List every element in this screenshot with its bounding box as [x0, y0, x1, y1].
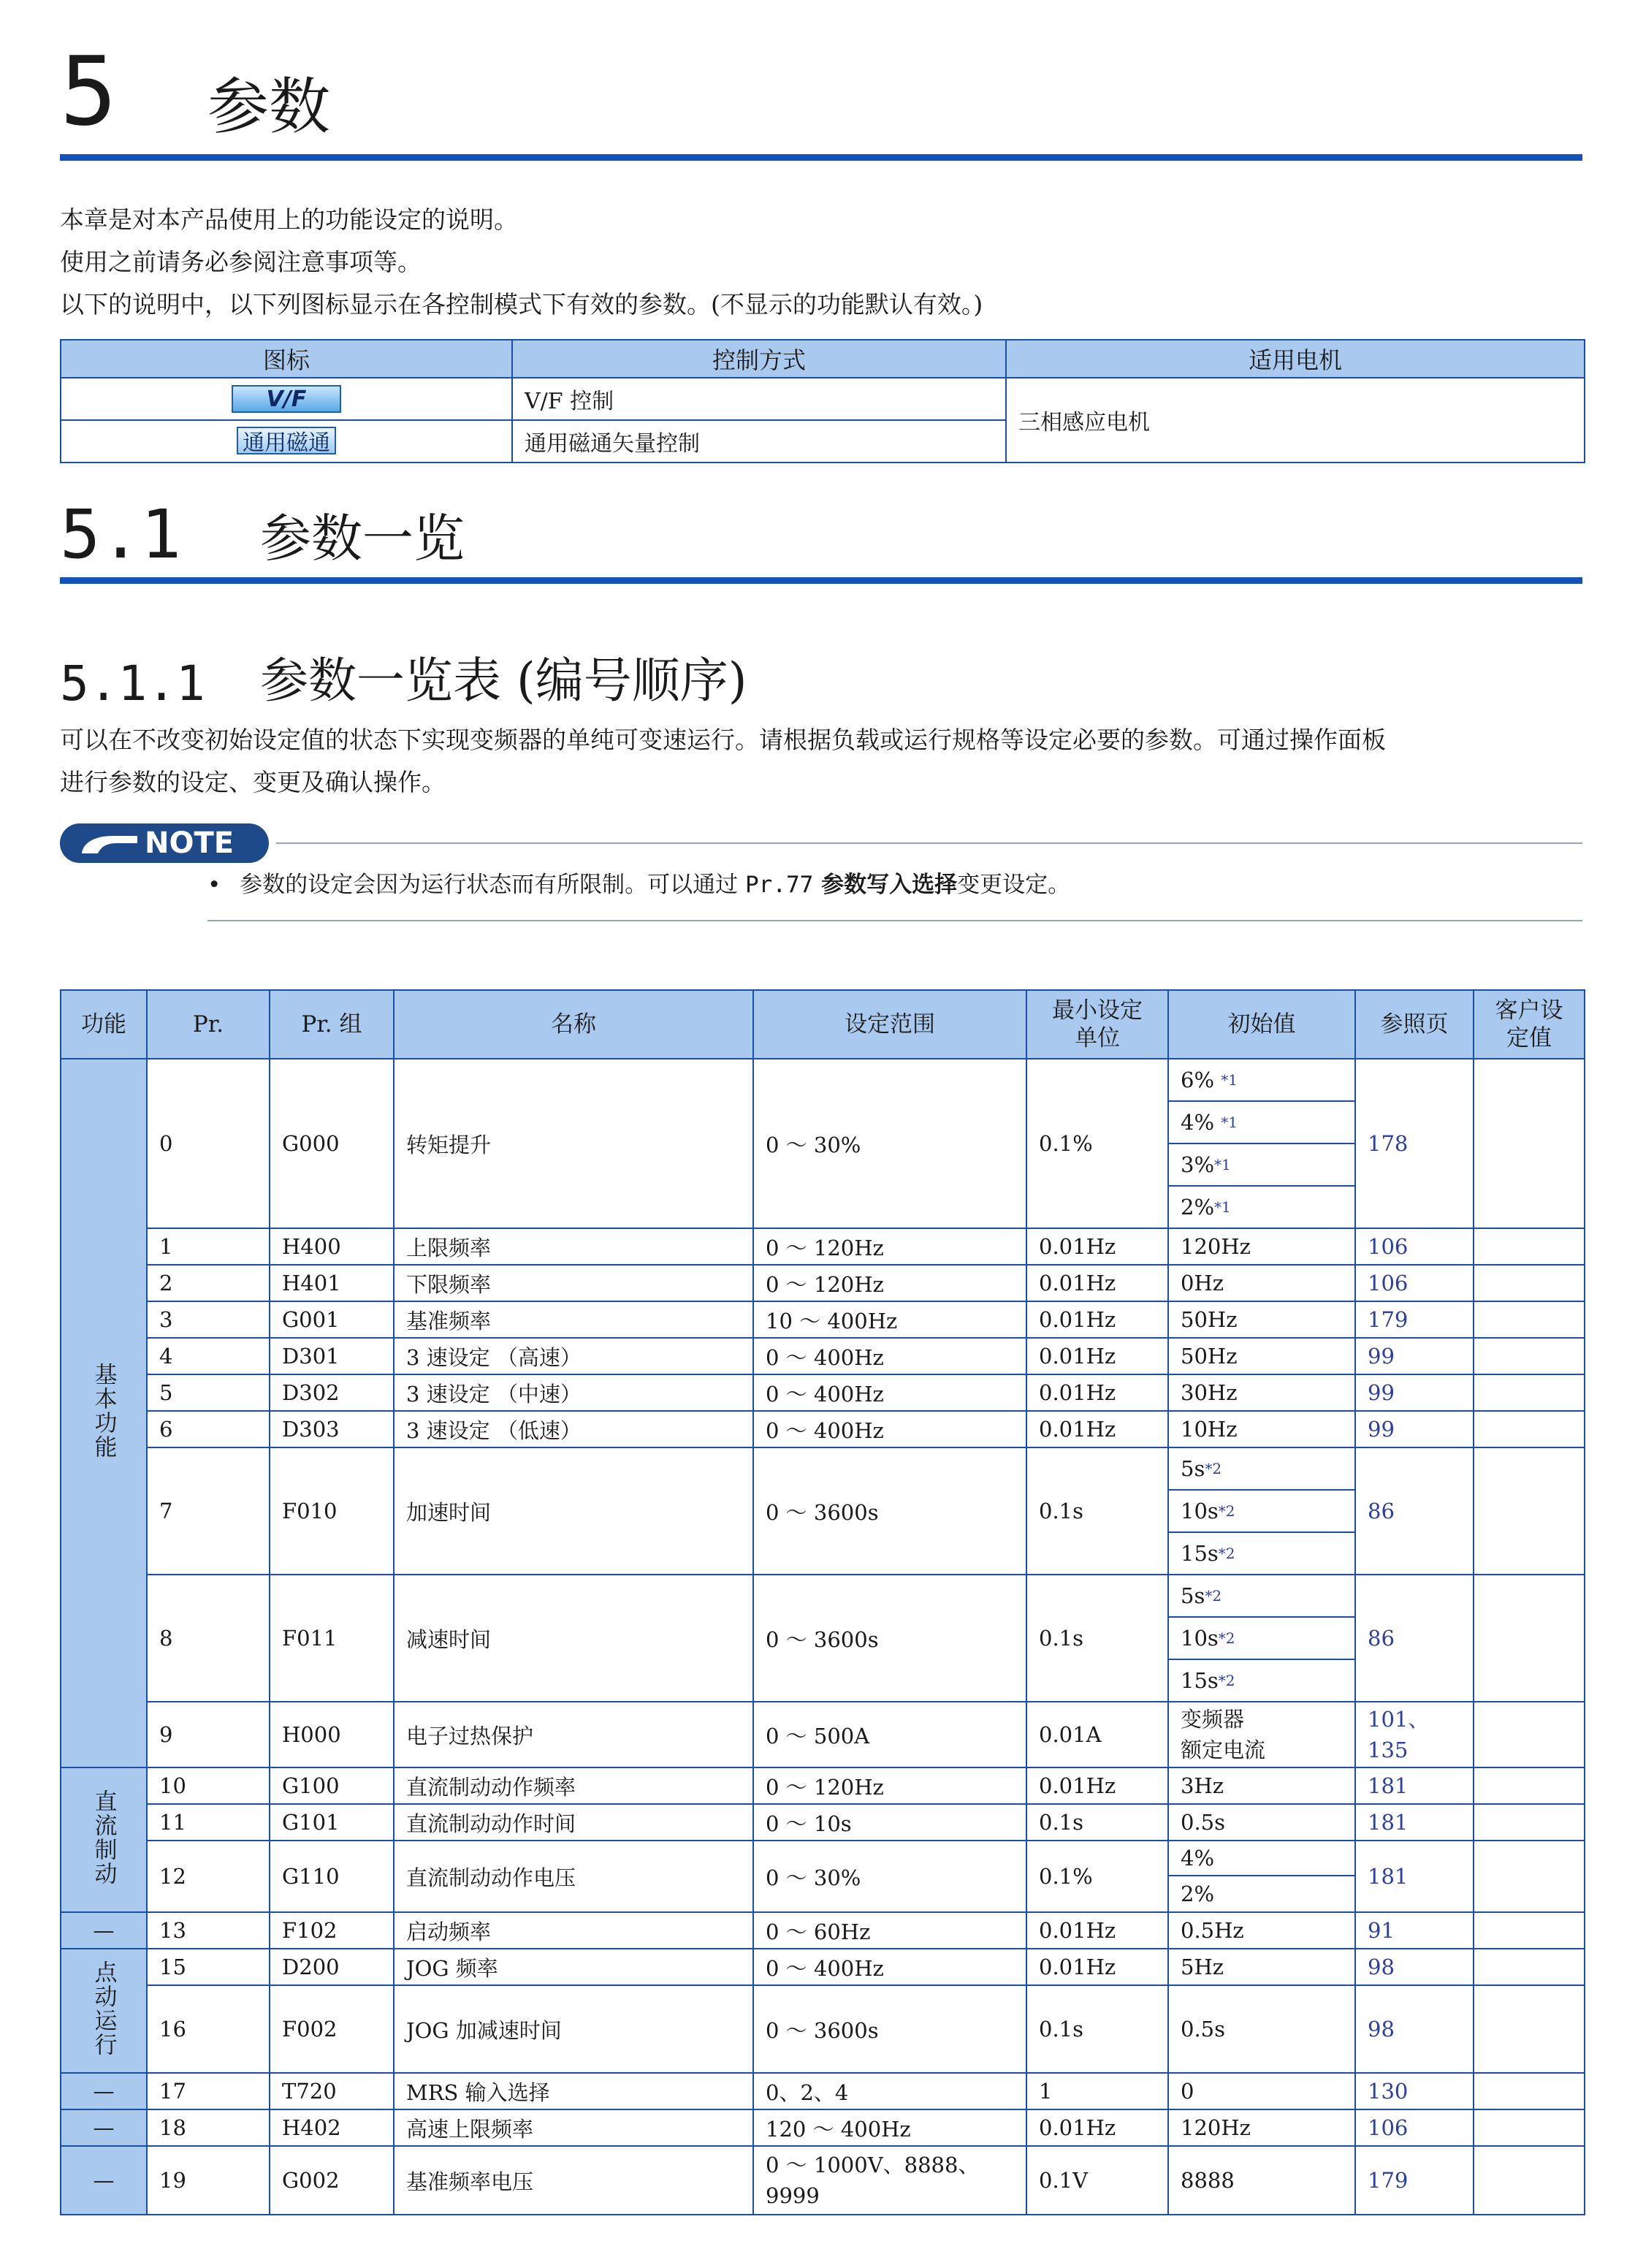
th-customer: 客户设 定值: [1474, 990, 1585, 1059]
table-row: [61, 1702, 1585, 1767]
table-cell: 16: [147, 1985, 270, 2073]
table-row: [61, 2146, 1585, 2215]
th-min-unit: 最小设定 单位: [1026, 990, 1168, 1059]
table-row: [61, 2109, 1585, 2146]
table-cell: 0.1%: [1026, 1841, 1168, 1912]
section-title: 参数一览: [260, 509, 465, 568]
table-row: [61, 2073, 1585, 2109]
table-cell: 上限频率: [394, 1228, 753, 1265]
note-badge: [60, 823, 269, 863]
table-cell: 0.1%: [1026, 1059, 1168, 1228]
table-cell: [1474, 1447, 1585, 1575]
table-cell: 12: [147, 1841, 270, 1912]
table-cell: 0 ～ 60Hz: [753, 1912, 1026, 1949]
ref-link[interactable]: 86: [1355, 1447, 1474, 1575]
table-cell: G100: [270, 1767, 394, 1804]
th-pr-group: Pr. 组: [270, 990, 394, 1059]
table-cell: 0.5Hz: [1168, 1912, 1355, 1949]
table-cell: 15: [147, 1949, 270, 1985]
ref-link[interactable]: 106: [1355, 1265, 1474, 1301]
table-cell: [1474, 1228, 1585, 1265]
th-ref-page: 参照页: [1355, 990, 1474, 1059]
table-cell: 0 ～ 120Hz: [753, 1265, 1026, 1301]
subsection-number: 5.1.1: [60, 655, 205, 712]
table-cell: 6: [147, 1411, 270, 1447]
table-cell: 0.01Hz: [1026, 1301, 1168, 1338]
table-cell: 30Hz: [1168, 1374, 1355, 1411]
table-cell: H401: [270, 1265, 394, 1301]
table-cell: 0.1s: [1026, 1447, 1168, 1575]
table-cell: 1: [147, 1228, 270, 1265]
group-dash: —: [61, 2073, 147, 2109]
table-cell: 0.01Hz: [1026, 1912, 1168, 1949]
ref-link[interactable]: 99: [1355, 1411, 1474, 1447]
table-cell: 3 速设定 （高速）: [394, 1338, 753, 1374]
table-cell: 加速时间: [394, 1447, 753, 1575]
table-cell: 直流制动动作时间: [394, 1804, 753, 1841]
ref-link[interactable]: 99: [1355, 1338, 1474, 1374]
table-cell: 120Hz: [1168, 1228, 1355, 1265]
ref-link[interactable]: 181: [1355, 1841, 1474, 1912]
chapter-title: 参数: [207, 71, 331, 142]
table-row: [61, 1912, 1585, 1949]
table-cell: 3Hz: [1168, 1767, 1355, 1804]
table-cell: D302: [270, 1374, 394, 1411]
table-row: [61, 1949, 1585, 1985]
table-row: [61, 1265, 1585, 1301]
table-cell: 3: [147, 1301, 270, 1338]
table-cell: G000: [270, 1059, 394, 1228]
table-cell: 0.01Hz: [1026, 1411, 1168, 1447]
table-cell: 9: [147, 1702, 270, 1767]
table-cell: 10 ～ 400Hz: [753, 1301, 1026, 1338]
th-range: 设定范围: [753, 990, 1026, 1059]
note-bottom-rule: [207, 920, 1582, 921]
table-cell: D301: [270, 1338, 394, 1374]
intro-line-2: 使用之前请务必参阅注意事项等。: [60, 248, 422, 276]
table-cell: 7: [147, 1447, 270, 1575]
table-cell: [1474, 1841, 1585, 1912]
table-cell: [1474, 2146, 1585, 2215]
table-cell: 120Hz: [1168, 2109, 1355, 2146]
table-cell: 减速时间: [394, 1575, 753, 1702]
table-row: [61, 1059, 1585, 1228]
table-cell: H400: [270, 1228, 394, 1265]
table-cell: [1474, 1985, 1585, 2073]
table-cell: 10Hz: [1168, 1411, 1355, 1447]
initial-multi: 5s *2 10s *2 15s *2: [1168, 1575, 1355, 1702]
section-number: 5.1: [60, 495, 182, 574]
table-cell: [1474, 1912, 1585, 1949]
chapter-rule: [60, 154, 1582, 161]
table-cell: 3 速设定 （低速）: [394, 1411, 753, 1447]
sub-intro-line-2: 进行参数的设定、变更及确认操作。: [60, 768, 446, 796]
motor-type: 三相感应电机: [1006, 378, 1585, 463]
table-cell: H000: [270, 1702, 394, 1767]
table-row: [61, 1338, 1585, 1374]
table-cell: 0 ～ 400Hz: [753, 1338, 1026, 1374]
table-cell: 0.1s: [1026, 1575, 1168, 1702]
header-method: 控制方式: [512, 340, 1006, 378]
group-jog: 点动运行: [61, 1949, 147, 2073]
table-cell: 5Hz: [1168, 1949, 1355, 1985]
table-cell: 0 ～ 400Hz: [753, 1949, 1026, 1985]
group-dash: —: [61, 1912, 147, 1949]
table-row: [61, 1411, 1585, 1447]
table-cell: 17: [147, 2073, 270, 2109]
ref-link[interactable]: 98: [1355, 1985, 1474, 2073]
note-label: NOTE: [145, 826, 235, 860]
table-cell: 基准频率: [394, 1301, 753, 1338]
table-cell: 0: [1168, 2073, 1355, 2109]
table-cell: 0 ～ 400Hz: [753, 1374, 1026, 1411]
section-rule: [60, 577, 1582, 584]
table-cell: 8888: [1168, 2146, 1355, 2215]
table-row: [61, 1228, 1585, 1265]
initial-multi: 5s *2 10s *2 15s *2: [1168, 1447, 1355, 1575]
method-vf: V/F 控制: [512, 378, 1006, 420]
table-cell: 0 ～ 10s: [753, 1804, 1026, 1841]
table-cell: [1474, 1949, 1585, 1985]
ref-link[interactable]: 86: [1355, 1575, 1474, 1702]
table-cell: 11: [147, 1804, 270, 1841]
table-cell: 18: [147, 2109, 270, 2146]
sub-intro-line-1: 可以在不改变初始设定值的状态下实现变频器的单纯可变速运行。请根据负载或运行规格等设定必要的参数。可通过操作面板: [60, 726, 1386, 754]
table-cell: 0.01Hz: [1026, 1338, 1168, 1374]
table-cell: D303: [270, 1411, 394, 1447]
table-cell: 4: [147, 1338, 270, 1374]
table-row: [61, 1447, 1585, 1575]
table-row: [61, 1767, 1585, 1804]
parameter-table: [60, 989, 1585, 2215]
table-cell: JOG 加减速时间: [394, 1985, 753, 2073]
table-cell: F011: [270, 1575, 394, 1702]
table-row: [61, 1804, 1585, 1841]
th-function: 功能: [61, 990, 147, 1059]
table-cell: 0.1V: [1026, 2146, 1168, 2215]
ref-link[interactable]: 179: [1355, 1301, 1474, 1338]
ref-link[interactable]: 181: [1355, 1804, 1474, 1841]
table-cell: H402: [270, 2109, 394, 2146]
ref-link[interactable]: 179: [1355, 2146, 1474, 2215]
table-cell: 高速上限频率: [394, 2109, 753, 2146]
table-cell: 0.01Hz: [1026, 1374, 1168, 1411]
table-cell: G001: [270, 1301, 394, 1338]
table-row: [61, 1301, 1585, 1338]
ref-link[interactable]: 181: [1355, 1767, 1474, 1804]
table-header-row: [61, 990, 1585, 1059]
table-row: [61, 1374, 1585, 1411]
ref-link[interactable]: 99: [1355, 1374, 1474, 1411]
intro-line-1: 本章是对本产品使用上的功能设定的说明。: [60, 205, 518, 234]
table-cell: 8: [147, 1575, 270, 1702]
note-bold-name: 参数写入选择: [813, 872, 958, 898]
table-cell: F010: [270, 1447, 394, 1575]
table-cell: G110: [270, 1841, 394, 1912]
note-bullet: •: [207, 872, 221, 898]
table-cell: [1474, 1265, 1585, 1301]
th-pr: Pr.: [147, 990, 270, 1059]
table-cell: 0 ～ 500A: [753, 1702, 1026, 1767]
note-pr-ref: Pr.77: [745, 872, 814, 898]
table-cell: 0 ～ 400Hz: [753, 1411, 1026, 1447]
group-dc-brake: 直流制动: [61, 1767, 147, 1912]
table-cell: D200: [270, 1949, 394, 1985]
table-cell: 0 ～ 30%: [753, 1059, 1026, 1228]
table-cell: [1474, 1301, 1585, 1338]
table-row: [61, 1841, 1585, 1912]
table-cell: 0.01Hz: [1026, 1265, 1168, 1301]
ref-link[interactable]: 178: [1355, 1059, 1474, 1228]
table-cell: 0.5s: [1168, 1985, 1355, 2073]
table-cell: 0.01A: [1026, 1702, 1168, 1767]
table-cell: 19: [147, 2146, 270, 2215]
table-cell: JOG 频率: [394, 1949, 753, 1985]
table-cell: 50Hz: [1168, 1301, 1355, 1338]
table-cell: 120 ～ 400Hz: [753, 2109, 1026, 2146]
vf-badge-icon: V/F: [232, 385, 341, 413]
table-cell: 0 ～ 30%: [753, 1841, 1026, 1912]
table-cell: 1: [1026, 2073, 1168, 2109]
table-cell: 0.5s: [1168, 1804, 1355, 1841]
table-cell: [1474, 1338, 1585, 1374]
subsection-title: 参数一览表 (编号顺序): [260, 652, 747, 709]
table-cell: 0.1s: [1026, 1985, 1168, 2073]
method-flux: 通用磁通矢量控制: [512, 420, 1006, 463]
ref-link[interactable]: 106: [1355, 2109, 1474, 2146]
ref-link[interactable]: 101、 135: [1355, 1702, 1474, 1767]
table-cell: 10: [147, 1767, 270, 1804]
ref-link[interactable]: 106: [1355, 1228, 1474, 1265]
note-text: • 参数的设定会因为运行状态而有所限制。可以通过 Pr.77 参数写入选择变更设定。: [207, 872, 1071, 898]
table-cell: 0 ～ 3600s: [753, 1575, 1026, 1702]
th-name: 名称: [394, 990, 753, 1059]
group-dash: —: [61, 2109, 147, 2146]
table-cell: 直流制动动作频率: [394, 1767, 753, 1804]
table-cell: [1474, 1804, 1585, 1841]
table-row: [61, 1575, 1585, 1702]
table-cell: T720: [270, 2073, 394, 2109]
intro-line-3: 以下的说明中，以下列图标显示在各控制模式下有效的参数。(不显示的功能默认有效。): [60, 290, 983, 319]
note-top-rule: [276, 842, 1582, 844]
table-cell: 下限频率: [394, 1265, 753, 1301]
th-initial: 初始值: [1168, 990, 1355, 1059]
table-cell: F002: [270, 1985, 394, 2073]
table-cell: F102: [270, 1912, 394, 1949]
note-hand-icon: [76, 829, 142, 858]
group-dash: —: [61, 2146, 147, 2215]
table-cell: 0 ～ 3600s: [753, 1985, 1026, 2073]
table-cell: [1474, 1374, 1585, 1411]
chapter-number: 5: [60, 36, 118, 147]
table-cell: 0.01Hz: [1026, 1767, 1168, 1804]
table-cell: 0.1s: [1026, 1804, 1168, 1841]
table-cell: 0 ～ 120Hz: [753, 1767, 1026, 1804]
table-cell: 转矩提升: [394, 1059, 753, 1228]
table-cell: 0 ～ 1000V、8888、 9999: [753, 2146, 1026, 2215]
table-cell: [1474, 1767, 1585, 1804]
ref-link[interactable]: 130: [1355, 2073, 1474, 2109]
table-cell: 50Hz: [1168, 1338, 1355, 1374]
initial-multi: 6% *1 4% *1 3% *1 2% *1: [1168, 1059, 1355, 1228]
initial-multi: 4% 2%: [1168, 1841, 1355, 1912]
table-cell: G101: [270, 1804, 394, 1841]
table-cell: 13: [147, 1912, 270, 1949]
header-icon: 图标: [61, 340, 512, 378]
table-cell: 5: [147, 1374, 270, 1411]
ref-link[interactable]: 98: [1355, 1949, 1474, 1985]
table-cell: 直流制动动作电压: [394, 1841, 753, 1912]
table-cell: 0 ～ 3600s: [753, 1447, 1026, 1575]
table-cell: 0.01Hz: [1026, 2109, 1168, 2146]
table-cell: 0Hz: [1168, 1265, 1355, 1301]
table-cell: 0.01Hz: [1026, 1228, 1168, 1265]
table-cell: [1474, 2109, 1585, 2146]
header-motor: 适用电机: [1006, 340, 1585, 378]
table-cell: 2: [147, 1265, 270, 1301]
table-cell: 0: [147, 1059, 270, 1228]
table-cell: 电子过热保护: [394, 1702, 753, 1767]
general-flux-badge-icon: 通用磁通: [237, 427, 336, 454]
icon-table: [60, 339, 1585, 463]
ref-link[interactable]: 91: [1355, 1912, 1474, 1949]
table-cell: G002: [270, 2146, 394, 2215]
table-cell: 基准频率电压: [394, 2146, 753, 2215]
table-cell: [1474, 2073, 1585, 2109]
table-cell: 0、2、4: [753, 2073, 1026, 2109]
table-cell: MRS 输入选择: [394, 2073, 753, 2109]
group-basic: 基本功能: [61, 1059, 147, 1767]
table-cell: 变频器 额定电流: [1168, 1702, 1355, 1767]
table-row: [61, 1985, 1585, 2073]
table-cell: 0 ～ 120Hz: [753, 1228, 1026, 1265]
customer-cell: [1474, 1059, 1585, 1228]
table-cell: [1474, 1575, 1585, 1702]
table-cell: [1474, 1411, 1585, 1447]
table-cell: 3 速设定 （中速）: [394, 1374, 753, 1411]
table-cell: 0.01Hz: [1026, 1949, 1168, 1985]
table-cell: 启动频率: [394, 1912, 753, 1949]
table-cell: [1474, 1702, 1585, 1767]
